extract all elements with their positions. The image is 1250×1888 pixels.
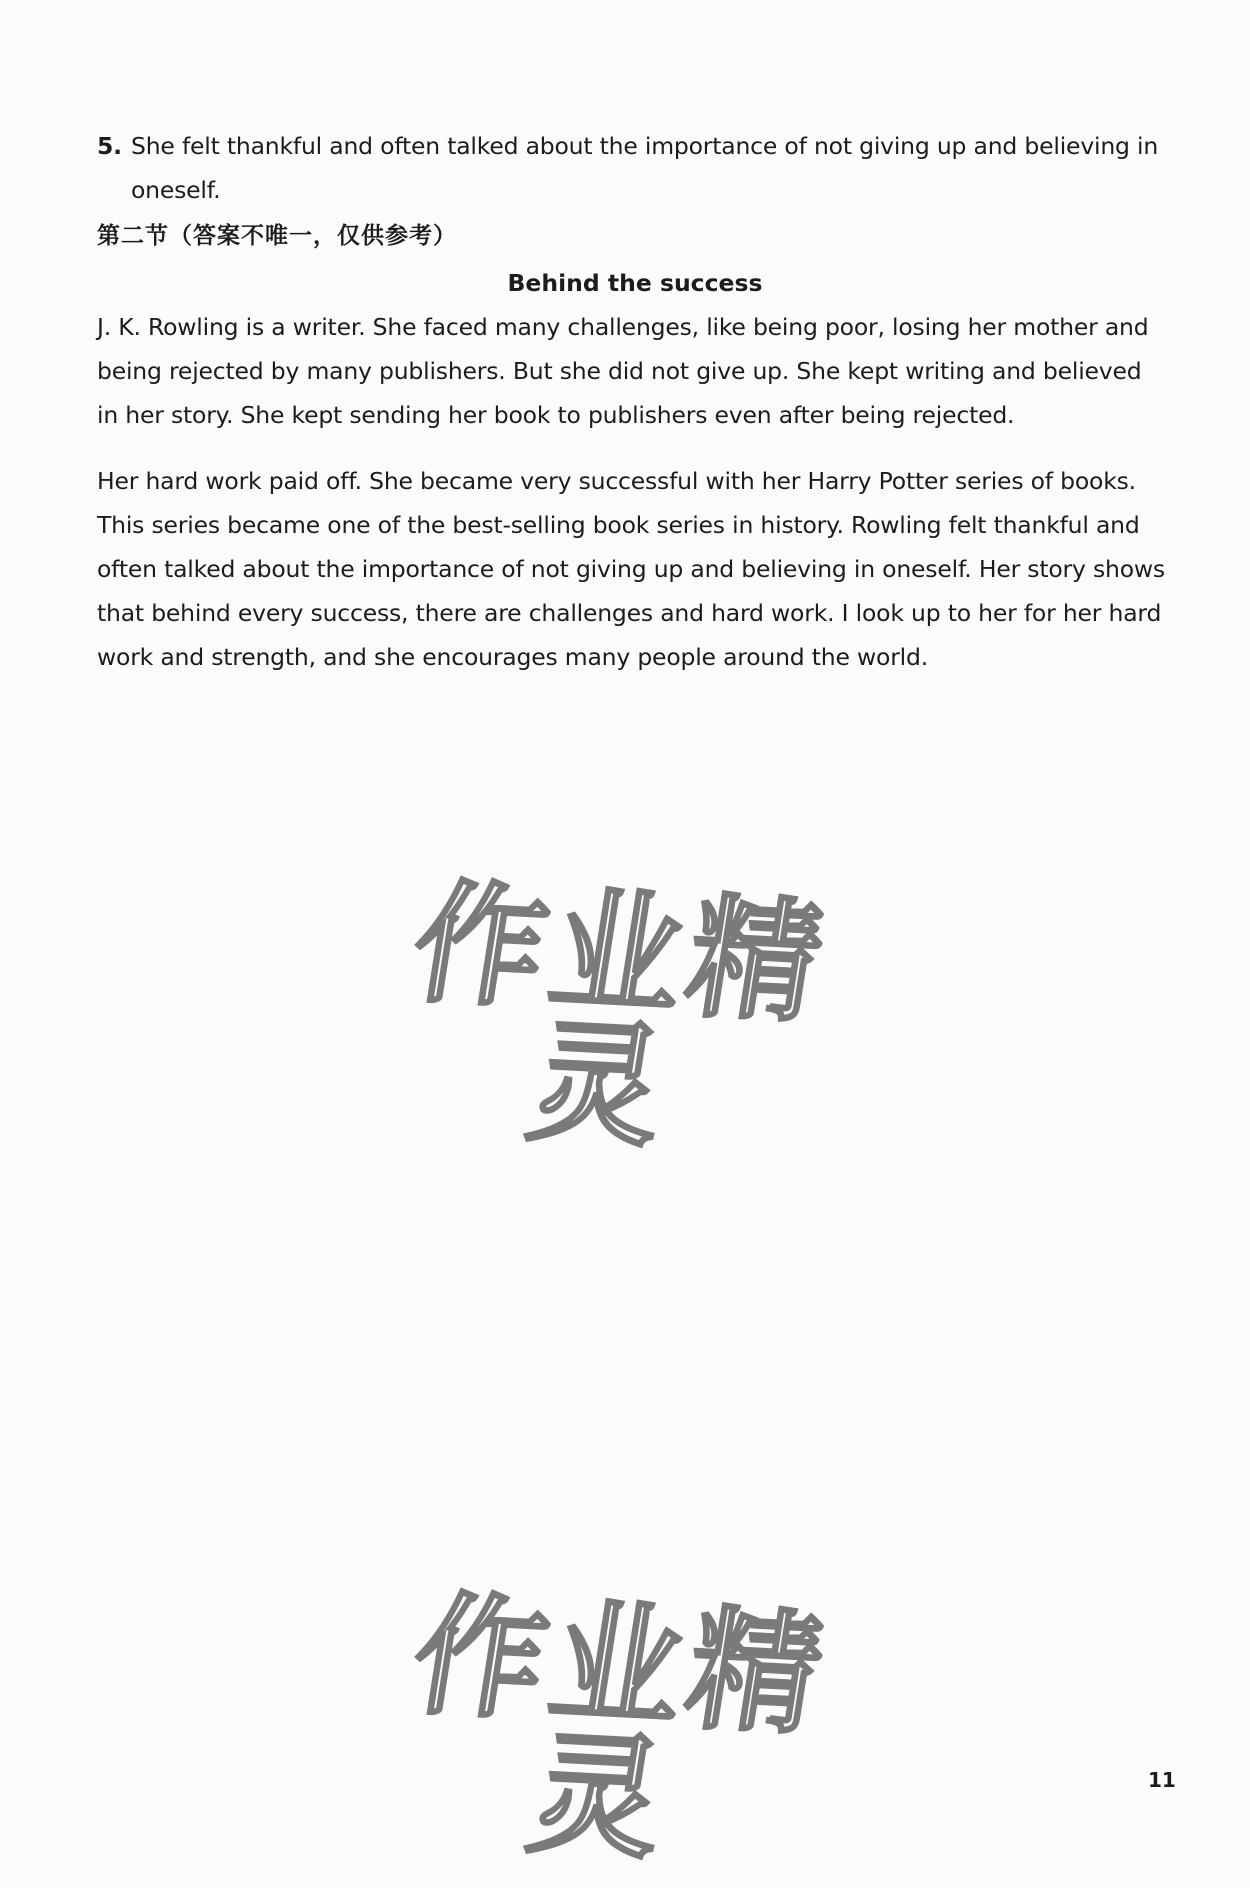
watermark-logo: 作业精灵 [402,866,839,1167]
essay-paragraph-2 [97,459,1165,679]
paragraph-text: J. K. Rowling is a writer. She faced many challenges, like being poor, losing her mother and being rejected by many publishers. But she did not give up. She kept writing and believed in her story. She kept sending her book to publishers even after being rejected. [97,313,1149,429]
paragraph-text: Her hard work paid off. She became very successful with her Harry Potter series of books. This series became one of the best-selling book series in history. Rowling felt thankful and often talked about the importance of not giving up and believing in oneself. Her story shows that behind every success, there are challenges and hard work. I look up to her for her hard work and strength, and she encourages many people around the world. [97,467,1165,671]
section-heading: 第二节（答案不唯一，仅供参考） [97,223,457,249]
item-number: 5. [97,132,122,160]
answer-item-5 [97,124,1165,212]
page-number: 11 [1148,1768,1176,1792]
essay-paragraph-1 [97,305,1165,437]
essay-title: Behind the success [507,269,763,297]
item-text: She felt thankful and often talked about the importance of not giving up and believing in oneself. [131,132,1159,204]
watermark-logo: 作业精灵 [402,1578,839,1879]
